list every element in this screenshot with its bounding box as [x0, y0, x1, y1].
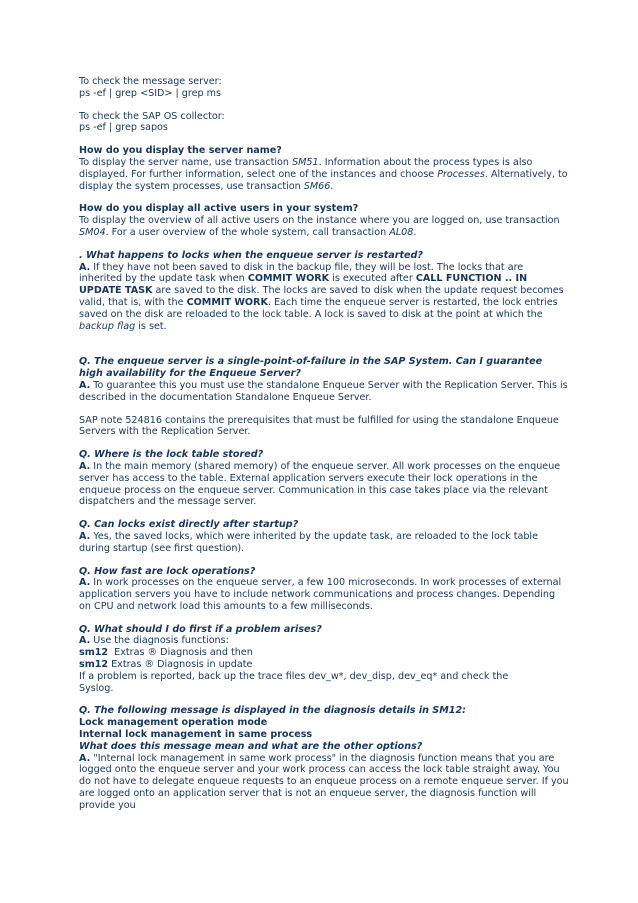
document-page	[79, 76, 569, 812]
answer-marker: A.	[79, 460, 91, 472]
os-collector-label: To check the SAP OS collector:	[79, 110, 225, 122]
answer-marker: A.	[79, 261, 91, 273]
server-name-question: How do you display the server name?	[79, 145, 282, 157]
processes-term: Processes	[437, 168, 485, 180]
diagnosis-line-1: Lock management operation mode	[79, 717, 268, 729]
answer-text: .	[413, 226, 417, 238]
locks-restart-question: . What happens to locks when the enqueue server is restarted?	[79, 249, 423, 261]
answer-text: Use the diagnosis functions:	[90, 635, 229, 647]
answer-marker: A.	[79, 635, 91, 647]
diagnosis-subquestion: What does this message mean and what are the other options?	[79, 740, 423, 752]
startup-section	[79, 519, 569, 554]
transaction-sm66: SM66	[303, 180, 331, 192]
diagnosis-section	[79, 705, 569, 811]
lock-table-question: Q. Where is the lock table stored?	[79, 449, 264, 461]
answer-text: Yes, the saved locks, which were inherited by the update task, are reloaded to the lock table during startup (see first question).	[79, 530, 539, 554]
answer-marker: A.	[79, 752, 91, 764]
answer-text: To display the server name, use transaction	[79, 156, 293, 168]
syslog-text: Syslog.	[79, 682, 114, 694]
answer-text: is set.	[135, 320, 167, 332]
spof-answer	[79, 380, 569, 404]
diagnosis-line-2: Internal lock management in same process	[79, 729, 313, 741]
transaction-sm12: sm12	[79, 647, 109, 659]
backup-flag-term: backup flag	[79, 320, 136, 332]
sap-note-text: SAP note 524816 contains the prerequisites that must be fulfilled for using the standalone Enqueue Servers with the Replication Server.	[79, 414, 559, 438]
speed-question: Q. How fast are lock operations?	[79, 565, 256, 577]
locks-restart-answer	[79, 262, 569, 333]
message-server-command: ps -ef | grep <SID> | grep ms	[79, 87, 221, 99]
diagnosis-step-1	[79, 647, 569, 659]
answer-text: To display the overview of all active users on the instance where you are logged on, use transaction	[79, 215, 560, 227]
active-users-answer	[79, 215, 569, 239]
call-function-term: CALL FUNCTION .. IN UPDATE TASK	[79, 273, 528, 297]
os-collector-command: ps -ef | grep sapos	[79, 122, 168, 134]
answer-text: .	[330, 180, 334, 192]
active-users-section	[79, 203, 569, 238]
commit-work-term: COMMIT WORK	[247, 273, 330, 285]
spof-question: Q. The enqueue server is a single-point-of-failure in the SAP System. Can I guarantee high availability for the Enqueue Server?	[79, 356, 543, 380]
transaction-al08: AL08	[389, 226, 414, 238]
active-users-question: How do you display all active users in your system?	[79, 203, 359, 215]
trace-files-text: If a problem is reported, back up the trace files dev_w*, dev_disp, dev_eq* and check the	[79, 670, 509, 682]
answer-text: To guarantee this you must use the standalone Enqueue Server with the Replication Server. This is described in the documentation Standalone Enqueue Server.	[79, 379, 568, 403]
answer-text: "Internal lock management in same work process" in the diagnosis function means that you are logged onto the enqueue server and your work process can access the lock table straight away. You do not have to delegate enqueue requests to an enqueue process on a remote enqueue server. If you are logged onto an application server that is not an enqueue server, the diagnosis function will provide you	[79, 752, 569, 811]
answer-text: are saved to the disk. The locks are saved to disk when the update request becomes valid, that is, with the	[79, 285, 564, 308]
lock-table-answer	[79, 461, 569, 508]
server-name-answer	[79, 157, 569, 192]
problem-answer	[79, 635, 569, 647]
answer-text: . Alternatively, to display the system processes, use transaction	[79, 168, 568, 192]
answer-text: Extras ® Diagnosis and then	[108, 647, 253, 659]
transaction-sm04: SM04	[79, 226, 106, 238]
startup-answer	[79, 531, 569, 555]
answer-marker: A.	[79, 530, 91, 542]
speed-answer	[79, 577, 569, 612]
spof-section	[79, 356, 569, 438]
locks-restart-section	[79, 250, 569, 333]
speed-section	[79, 566, 569, 613]
answer-text: If they have not been saved to disk in the backup file, they will be lost. The locks that are inherited by the update task when	[79, 261, 524, 285]
transaction-sm51: SM51	[292, 156, 319, 168]
commit-work-term: COMMIT WORK	[186, 296, 268, 308]
lock-table-section	[79, 449, 569, 508]
diagnosis-question: Q. The following message is displayed in the diagnosis details in SM12:	[79, 705, 466, 717]
os-collector-check	[79, 111, 569, 135]
answer-text: . For a user overview of the whole system, call transaction	[105, 226, 390, 238]
message-server-label: To check the message server:	[79, 76, 222, 87]
diagnosis-answer	[79, 753, 569, 812]
startup-question: Q. Can locks exist directly after startup?	[79, 519, 299, 531]
answer-text: In the main memory (shared memory) of the enqueue server. All work processes on the enqueue server has access to the table. External application servers execute their lock operations in the enqueue process on the enqueue server. Communication in this case takes place via the relevant dispatchers and the message server.	[79, 460, 561, 508]
answer-text: Extras ® Diagnosis in update	[108, 659, 253, 671]
answer-text: is executed after	[329, 273, 416, 285]
message-server-check	[79, 76, 569, 100]
answer-text: . Each time the enqueue server is restarted, the lock entries saved on the disk are reloaded to the lock table. A lock is saved to disk at the point at which the	[79, 296, 558, 320]
problem-question: Q. What should I do first if a problem arises?	[79, 623, 322, 635]
answer-marker: A.	[79, 577, 91, 589]
transaction-sm12: sm12	[79, 659, 109, 671]
server-name-section	[79, 145, 569, 192]
answer-text: . Information about the process types is also displayed. For further information, select one of the instances and choose	[79, 156, 533, 180]
answer-marker: A.	[79, 379, 91, 391]
diagnosis-step-2	[79, 659, 569, 671]
problem-section	[79, 624, 569, 695]
answer-text: In work processes on the enqueue server, a few 100 microseconds. In work processes of external application servers you have to include network communications and process changes. Depending on CPU and network load this amounts to a few milliseconds.	[79, 577, 562, 612]
